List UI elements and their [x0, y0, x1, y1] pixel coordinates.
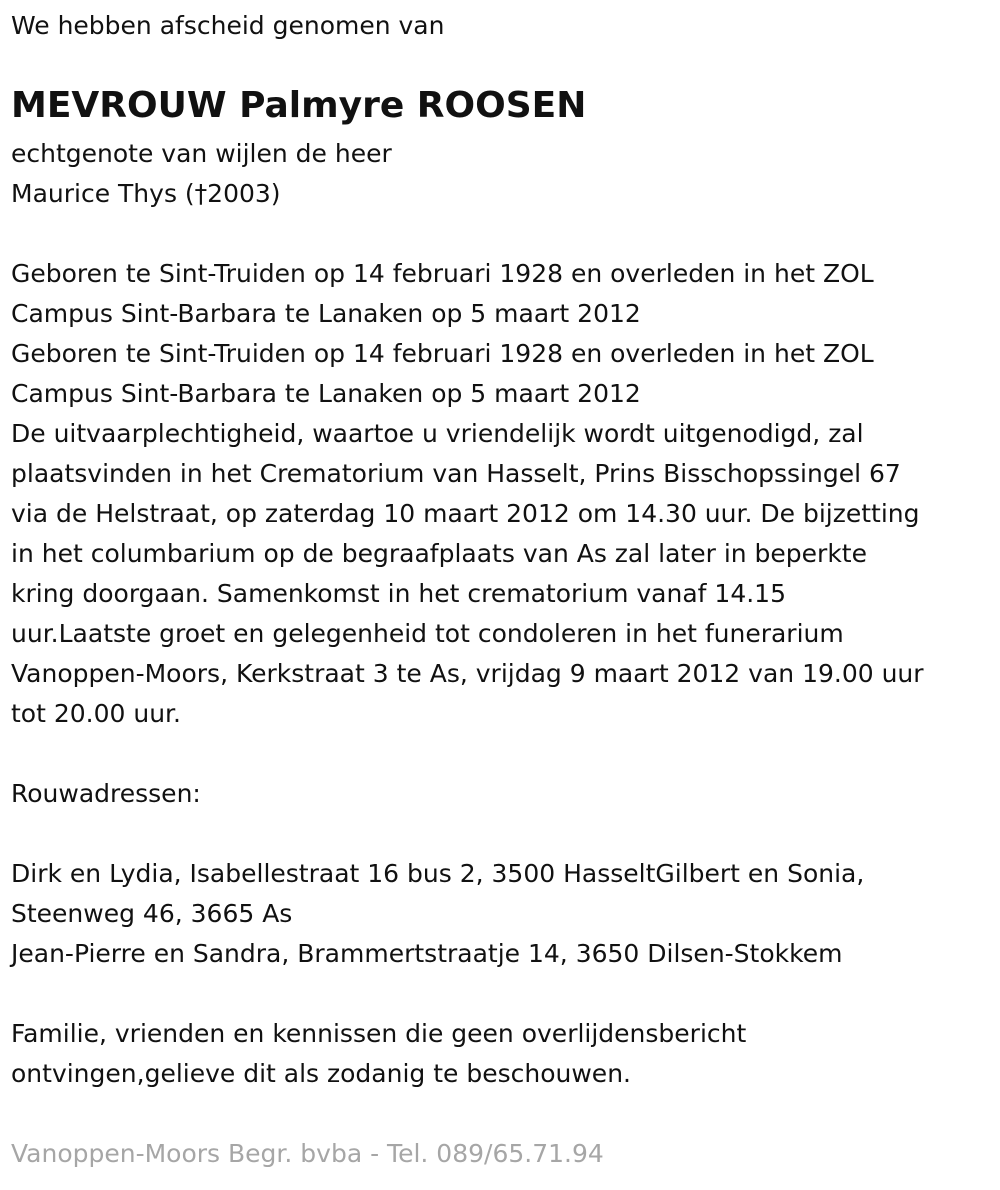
details-line: De uitvaarplechtigheid, waartoe u vriendelijk wordt uitgenodigd, zal [11, 419, 864, 448]
rouwadressen-title: Rouwadressen: [11, 779, 201, 808]
familie-line: Familie, vrienden en kennissen die geen overlijdensbericht [11, 1019, 747, 1048]
funeral-details [11, 254, 924, 734]
familie-line: ontvingen,gelieve dit als zodanig te beschouwen. [11, 1059, 631, 1088]
spouse-block [11, 134, 392, 214]
rouwadressen-heading [11, 774, 201, 814]
details-line: Geboren te Sint-Truiden op 14 februari 1928 en overleden in het ZOL [11, 339, 874, 368]
details-line: in het columbarium op de begraafplaats van As zal later in beperkte [11, 539, 867, 568]
details-line: plaatsvinden in het Crematorium van Hasselt, Prins Bisschopssingel 67 [11, 459, 901, 488]
details-line: kring doorgaan. Samenkomst in het crematorium vanaf 14.15 [11, 579, 786, 608]
spouse-line: Maurice Thys (†2003) [11, 179, 281, 208]
spouse-line: echtgenote van wijlen de heer [11, 139, 392, 168]
details-line: via de Helstraat, op zaterdag 10 maart 2012 om 14.30 uur. De bijzetting [11, 499, 920, 528]
details-line: Vanoppen-Moors, Kerkstraat 3 te As, vrijdag 9 maart 2012 van 19.00 uur [11, 659, 924, 688]
details-line: tot 20.00 uur. [11, 699, 181, 728]
details-line: Geboren te Sint-Truiden op 14 februari 1928 en overleden in het ZOL [11, 259, 874, 288]
address-line: Dirk en Lydia, Isabellestraat 16 bus 2, 3500 HasseltGilbert en Sonia, [11, 859, 865, 888]
details-line: uur.Laatste groet en gelegenheid tot condoleren in het funerarium [11, 619, 844, 648]
details-line: Campus Sint-Barbara te Lanaken op 5 maart 2012 [11, 379, 641, 408]
address-line: Jean-Pierre en Sandra, Brammertstraatje 14, 3650 Dilsen-Stokkem [11, 939, 843, 968]
undertaker-footer: Vanoppen-Moors Begr. bvba - Tel. 089/65.71.94 [11, 1139, 604, 1168]
familie-note [11, 1014, 746, 1094]
intro-text: We hebben afscheid genomen van [11, 11, 445, 40]
details-line: Campus Sint-Barbara te Lanaken op 5 maart 2012 [11, 299, 641, 328]
address-line: Steenweg 46, 3665 As [11, 899, 293, 928]
rouwadressen-list [11, 854, 864, 974]
deceased-name: MEVROUW Palmyre ROOSEN [11, 85, 587, 126]
